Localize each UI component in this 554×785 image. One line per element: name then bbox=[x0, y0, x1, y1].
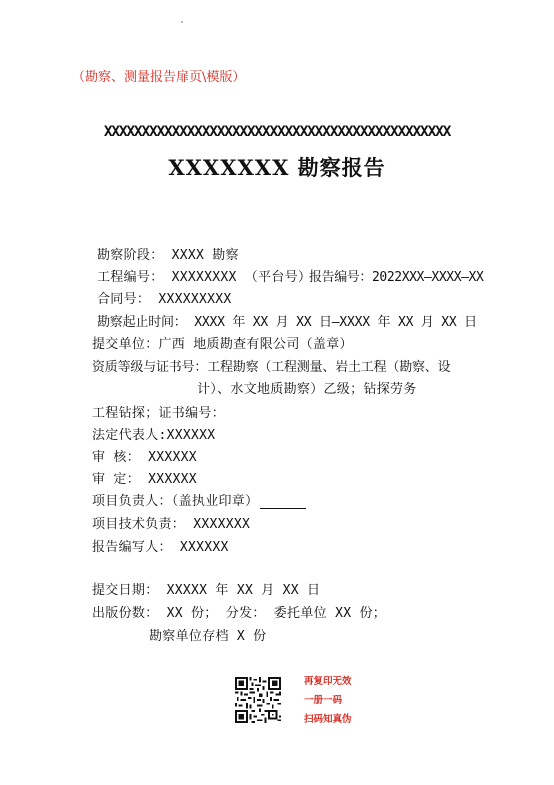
field-period: 勘察起止时间： XXXX 年 XX 月 XX 日—XXXX 年 XX 月 XX 日 bbox=[97, 315, 477, 330]
field-contract-no: 合同号： XXXXXXXXX bbox=[97, 292, 232, 307]
warning-no-copy: 再复印无效 bbox=[304, 676, 352, 687]
field-submitter: 提交单位：广西 地质勘查有限公司（盖章） bbox=[92, 337, 353, 352]
template-note: （勘察、测量报告扉页\模版） bbox=[72, 70, 246, 85]
qr-code-icon[interactable] bbox=[234, 677, 282, 723]
field-approver: 审 定： XXXXXX bbox=[92, 472, 197, 487]
report-title: XXXXXXX 勘察报告 bbox=[168, 155, 386, 180]
warning-scan-verify: 扫码知真伪 bbox=[304, 714, 352, 725]
field-project-lead-row bbox=[92, 490, 306, 509]
field-legal-rep: 法定代表人:XXXXXX bbox=[92, 428, 216, 443]
field-project-no: 工程编号： XXXXXXXX （平台号） bbox=[97, 270, 312, 285]
field-tech-lead: 项目技术负责： XXXXXXX bbox=[92, 517, 251, 532]
field-copies: 出版份数： XX 份； 分发： 委托单位 XX 份； bbox=[92, 606, 387, 621]
field-archive: 勘察单位存档 X 份 bbox=[149, 629, 267, 644]
stray-mark bbox=[181, 21, 183, 23]
field-reviewer: 审 核： XXXXXX bbox=[92, 450, 197, 465]
field-submit-date: 提交日期： XXXXX 年 XX 月 XX 日 bbox=[92, 583, 321, 598]
field-qualification-2: 计）、水文地质勘察）乙级；钻探劳务 bbox=[197, 382, 417, 397]
field-project-lead: 项目负责人：（盖执业印章） bbox=[92, 494, 259, 509]
project-name: XXXXXXXXXXXXXXXXXXXXXXXXXXXXXXXXXXXXXXXXXXXXXX bbox=[103, 124, 451, 140]
signature-line bbox=[260, 494, 306, 509]
field-drilling-cert: 工程钻探；证书编号： bbox=[92, 406, 226, 421]
field-report-no: 报告编号：2022XXX—XXXX—XX bbox=[309, 270, 484, 285]
field-writer: 报告编写人： XXXXXX bbox=[92, 540, 229, 555]
field-stage: 勘察阶段： XXXX 勘察 bbox=[97, 248, 239, 263]
field-qualification-1: 资质等级与证书号：工程勘察（工程测量、岩土工程（勘察、设 bbox=[92, 360, 451, 375]
warning-one-code: 一册一码 bbox=[304, 695, 343, 706]
